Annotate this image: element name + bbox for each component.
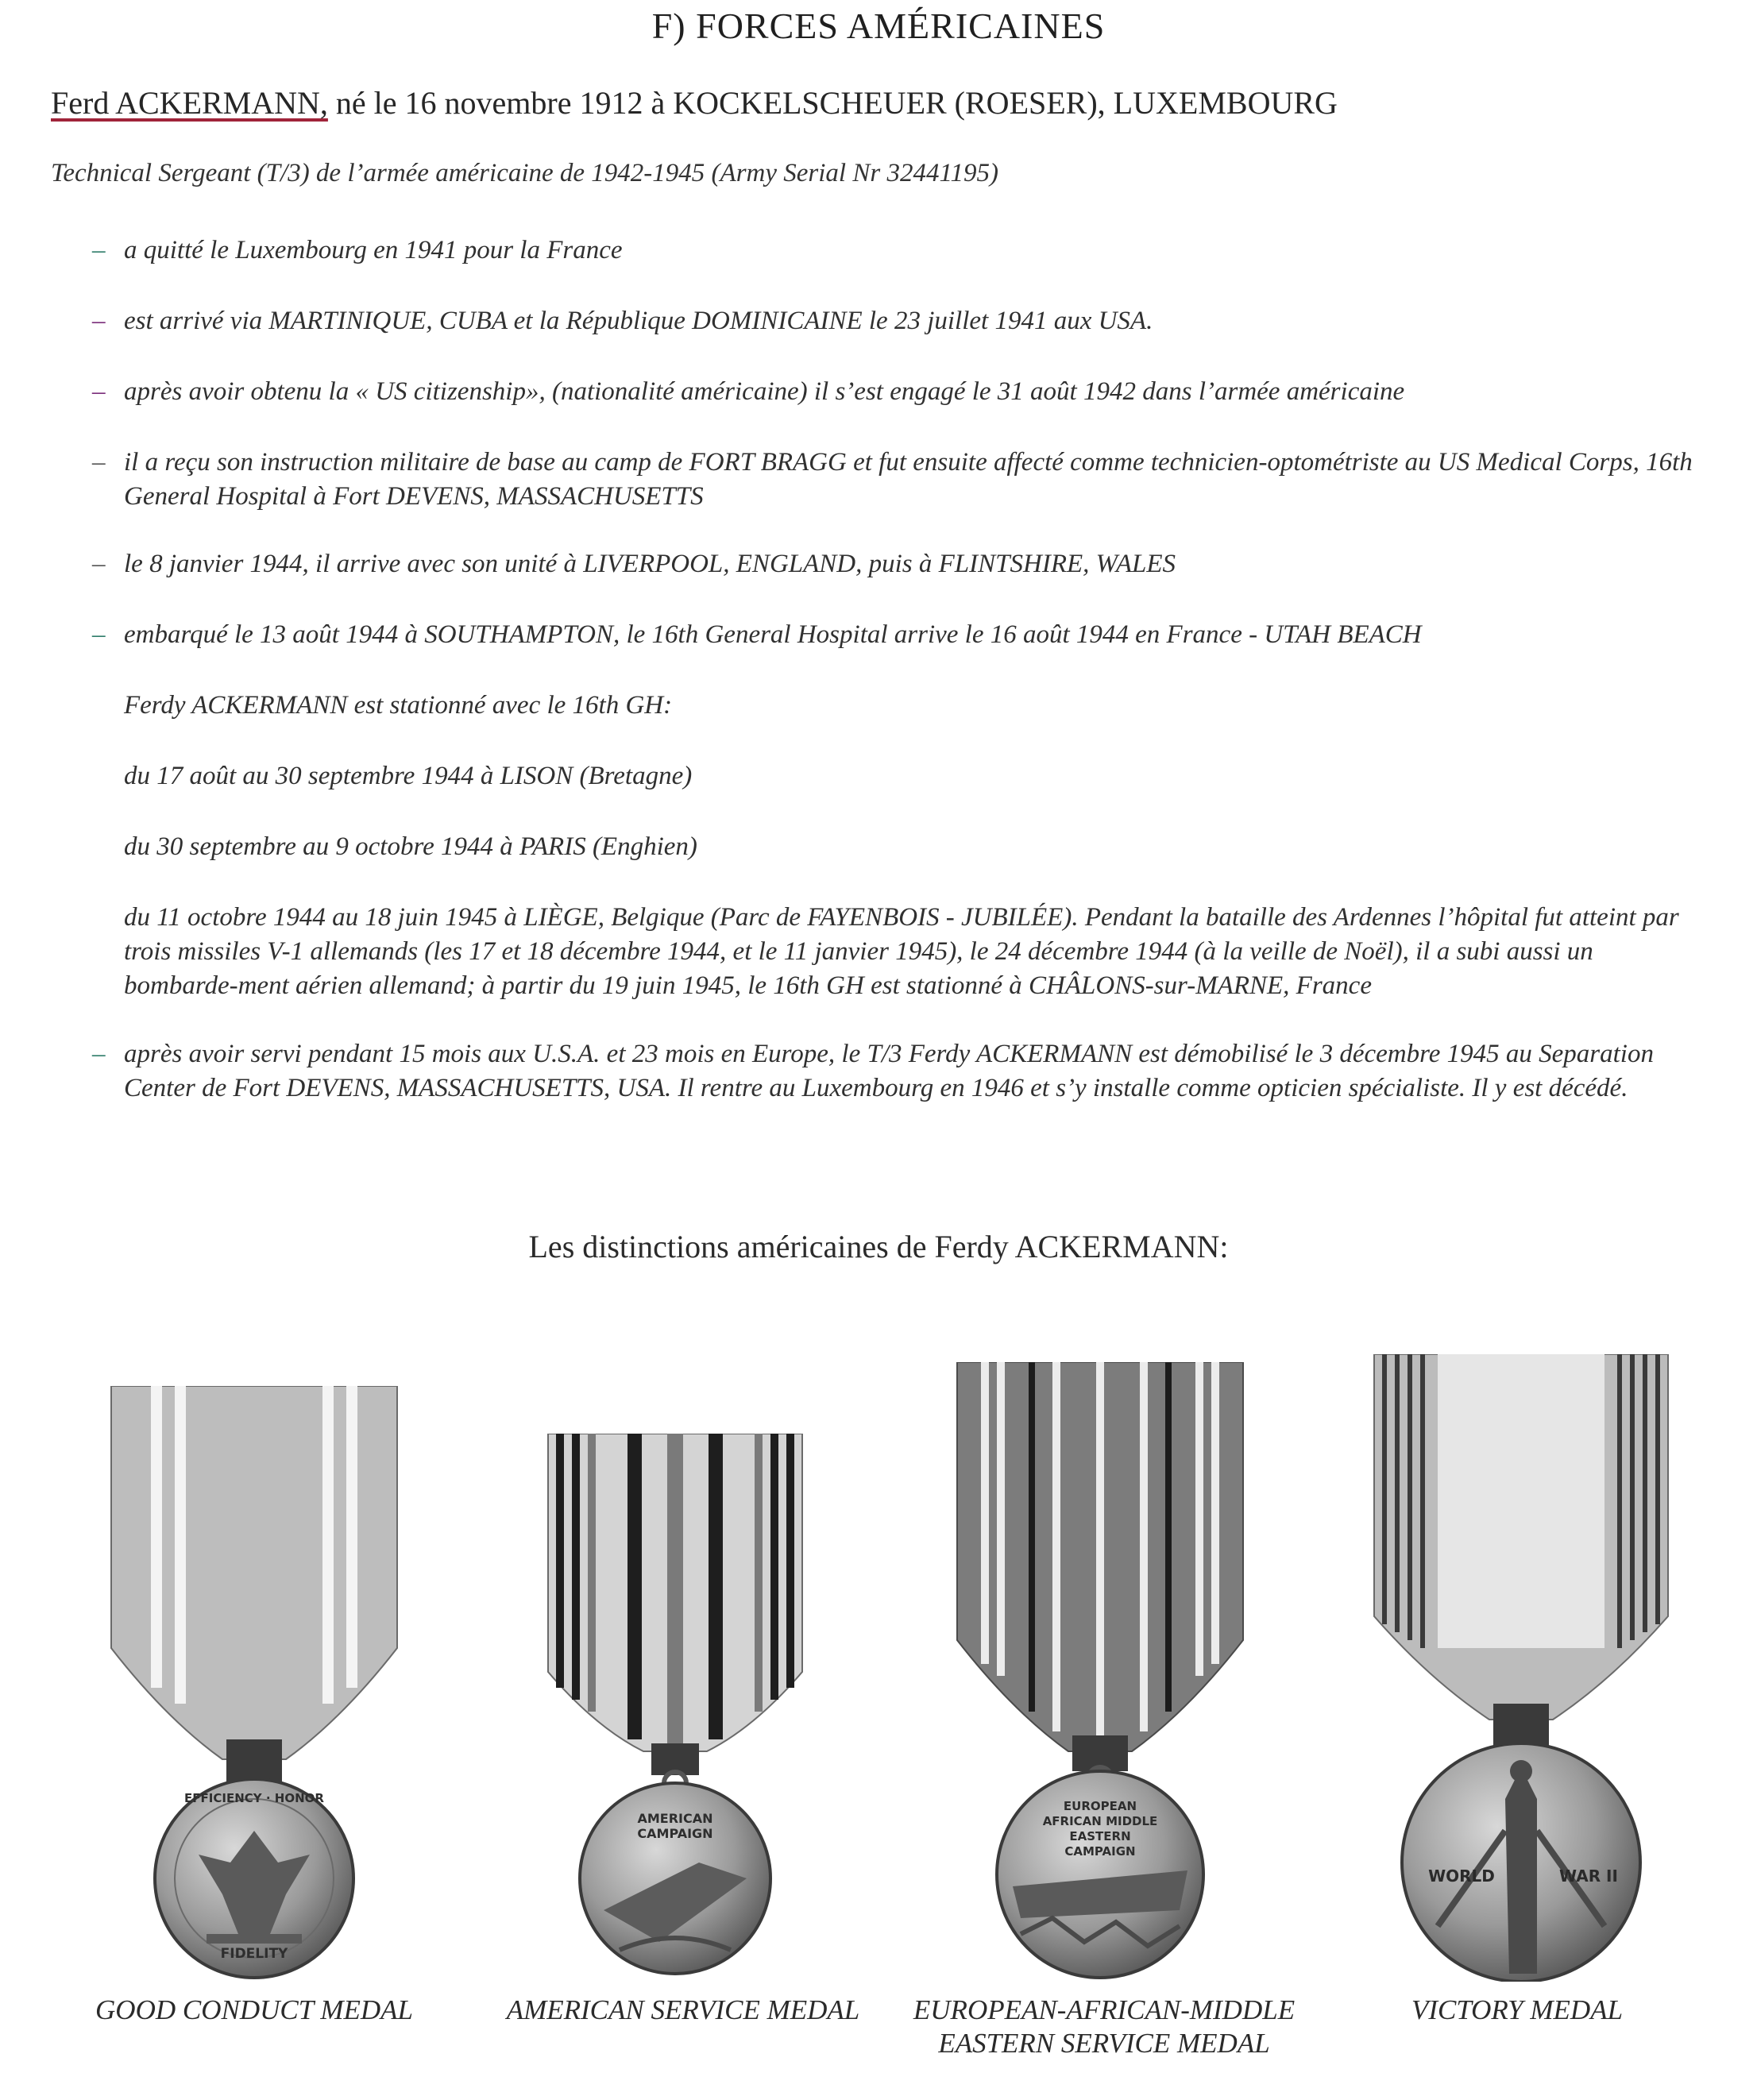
bullet-dash: – [92, 307, 106, 335]
bio-item [92, 547, 1713, 581]
american-service-inscription-top: AMERICAN CAMPAIGN [637, 1811, 713, 1841]
bullet-dash: – [92, 620, 106, 649]
bio-text: embarqué le 13 août 1944 à SOUTHAMPTON, le 16th General Hospital arrive le 16 août 1944 en France - UTAH BEACH [124, 620, 1422, 649]
bio-text: le 8 janvier 1944, il arrive avec son unité à LIVERPOOL, ENGLAND, puis à FLINTSHIRE, WALES [124, 550, 1176, 578]
bullet-dash: – [92, 236, 106, 264]
bio-item [92, 234, 1713, 268]
bio-text: du 17 août au 30 septembre 1944 à LISON (Bretagne) [124, 762, 693, 790]
good-conduct-inscription-bottom: FIDELITY [220, 1946, 288, 1962]
bio-text: Ferdy ACKERMANN est stationné avec le 16th GH: [124, 691, 673, 720]
bio-item [92, 618, 1713, 652]
american-service-label: AMERICAN SERVICE MEDAL [506, 1994, 860, 2025]
good-conduct-inscription-top: EFFICIENCY · HONOR [184, 1791, 324, 1805]
subject-name: Ferd ACKERMANN, [51, 85, 328, 121]
bullet-dash: – [92, 377, 106, 406]
bullet-dash: – [92, 448, 106, 477]
rank-line: Technical Sergeant (T/3) de l’armée américaine de 1942-1945 (Army Serial Nr 32441195) [51, 159, 998, 187]
bio-item [124, 689, 1713, 723]
victory-inscription-right: WAR II [1559, 1866, 1618, 1886]
bio-item [92, 1037, 1713, 1106]
eame-service-medal [949, 1362, 1251, 1982]
victory-medal [1366, 1354, 1676, 1982]
bio-text: il a reçu son instruction militaire de base au camp de FORT BRAGG et fut ensuite affecté comme technicien-optométriste au US Medical Corps, 16th General Hospital à Fort DEVENS, MASSACHUSETTS [124, 448, 1693, 511]
bio-text: du 30 septembre au 9 octobre 1944 à PARIS (Enghien) [124, 832, 697, 861]
bullet-dash: – [92, 1040, 106, 1068]
bio-item [92, 304, 1713, 338]
good-conduct-label: GOOD CONDUCT MEDAL [95, 1994, 413, 2025]
bio-text: après avoir servi pendant 15 mois aux U.S.A. et 23 mois en Europe, le T/3 Ferdy ACKERMANN est démobilisé le 3 décembre 1945 au Separation Center de Fort DEVENS, MASSACHUSETTS, USA. Il rentre au Luxembourg en 1946 et s’y installe comme opticien spécialiste. Il y est décédé. [124, 1040, 1654, 1102]
page-title: F) FORCES AMÉRICAINES [651, 6, 1106, 46]
subject-line [51, 84, 1338, 122]
bio-item [92, 375, 1713, 409]
bio-item [92, 446, 1713, 514]
bio-text: du 11 octobre 1944 au 18 juin 1945 à LIÈGE, Belgique (Parc de FAYENBOIS - JUBILÉE). Pendant la bataille des Ardennes l’hôpital fut atteint par trois missiles V-1 allemands (les 17 et 18 décembre 1944, et le 11 janvier 1945), le 24 décembre 1944 (à la veille de Noël), il a subi aussi un bombarde-ment aérien allemand; à partir du 19 juin 1945, le 16th GH est stationné à CHÂLONS-sur-MARNE, France [124, 903, 1679, 1000]
bio-text: est arrivé via MARTINIQUE, CUBA et la République DOMINICAINE le 23 juillet 1941 aux USA. [124, 307, 1153, 335]
bio-item [124, 830, 1713, 864]
eame-service-label: EUROPEAN-AFRICAN-MIDDLE EASTERN SERVICE MEDAL [913, 1994, 1296, 2059]
bio-text: a quitté le Luxembourg en 1941 pour la France [124, 236, 623, 264]
good-conduct-medal [103, 1386, 405, 1982]
subject-birth: né le 16 novembre 1912 à KOCKELSCHEUER (ROESER), LUXEMBOURG [335, 85, 1338, 121]
victory-medal-label: VICTORY MEDAL [1411, 1994, 1624, 2025]
bio-item [124, 901, 1713, 1003]
bio-item [124, 759, 1713, 793]
medals-caption: Les distinctions américaines de Ferdy ACKERMANN: [528, 1229, 1229, 1264]
victory-inscription-left: WORLD [1428, 1866, 1495, 1886]
american-service-medal [540, 1434, 810, 1982]
eame-inscription-top: EUROPEAN AFRICAN MIDDLE EASTERN CAMPAIGN [1042, 1799, 1158, 1859]
bio-text: après avoir obtenu la « US citizenship», (nationalité américaine) il s’est engagé le 31 août 1942 dans l’armée américaine [124, 377, 1405, 406]
bullet-dash: – [92, 550, 106, 578]
